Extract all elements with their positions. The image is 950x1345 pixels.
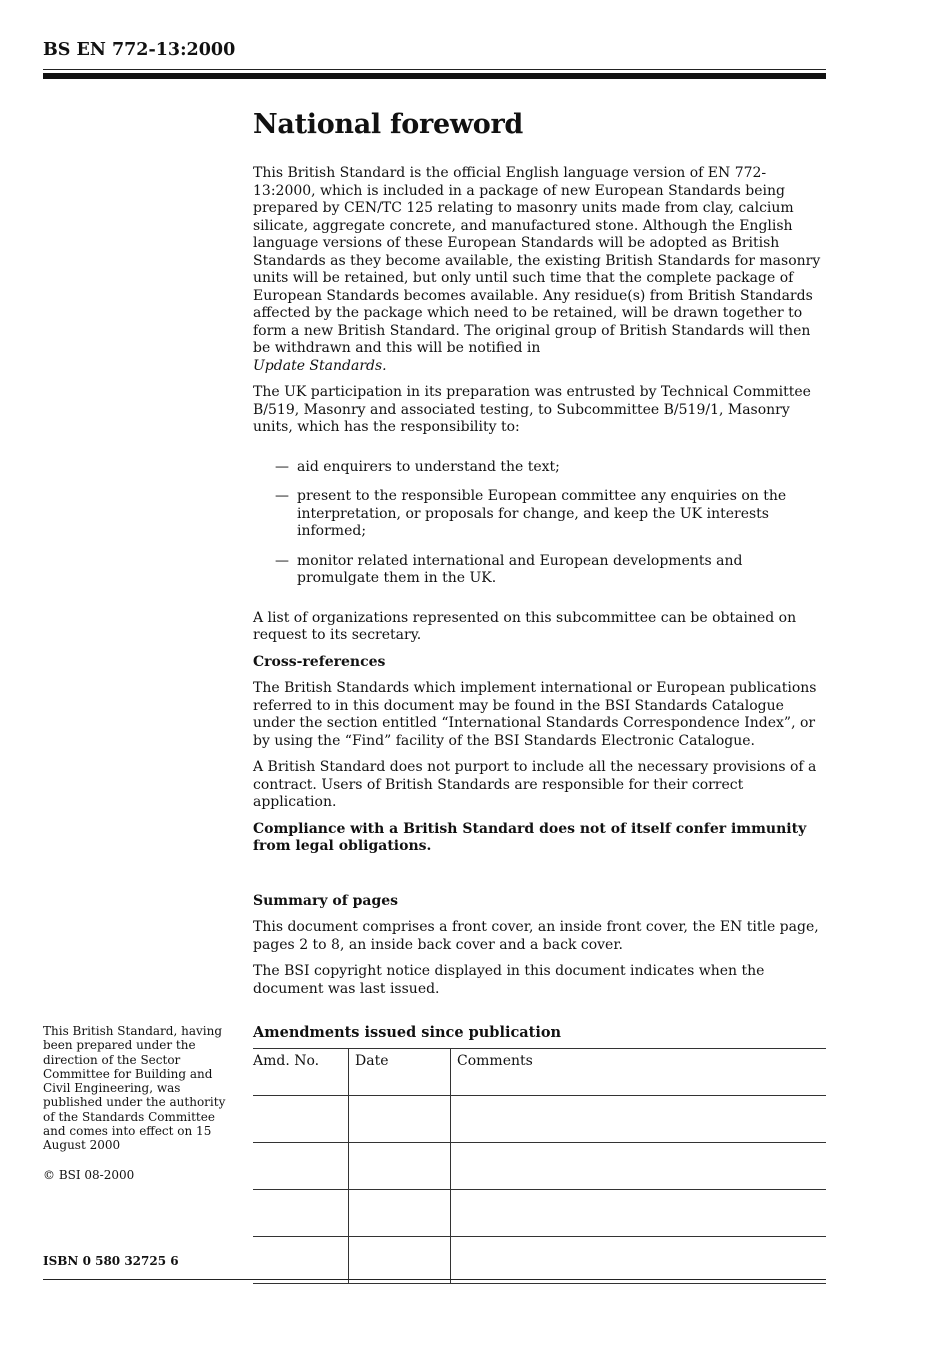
summary-of-pages-heading: Summary of pages <box>253 892 399 909</box>
list-item <box>253 459 828 477</box>
dash-marker: — <box>275 458 289 475</box>
table-cell <box>253 1143 349 1190</box>
cross-references-heading: Cross-references <box>253 653 386 670</box>
summary-of-pages-paragraph: This document comprises a front cover, an inside front cover, the EN title page, pages 2 to 8, an inside back cover and a back cover. <box>253 919 819 953</box>
intro-paragraph-1 <box>253 165 828 375</box>
table-cell <box>349 1143 451 1190</box>
list-item <box>253 488 828 541</box>
table-cell <box>451 1190 827 1237</box>
list-item <box>253 553 828 588</box>
table-row <box>253 1096 826 1143</box>
copyright-line: © BSI 08-2000 <box>43 1168 135 1182</box>
copyright-notice-paragraph: The BSI copyright notice displayed in this document indicates when the document was last issued. <box>253 963 765 997</box>
column-header-date: Date <box>349 1049 451 1096</box>
amendments-title: Amendments issued since publication <box>253 1024 562 1041</box>
purport-paragraph: A British Standard does not purport to include all the necessary provisions of a contract. Users of British Standards are responsible for their correct application. <box>253 759 817 810</box>
isbn: ISBN 0 580 32725 6 <box>43 1254 179 1268</box>
table-cell <box>253 1096 349 1143</box>
table-row <box>253 1237 826 1284</box>
page-title: National foreword <box>253 109 523 140</box>
responsibilities-list <box>253 459 828 588</box>
table-header-row <box>253 1049 826 1096</box>
table-cell <box>349 1237 451 1284</box>
list-item-text: aid enquirers to understand the text; <box>297 458 560 475</box>
table-cell <box>451 1096 827 1143</box>
table-cell <box>349 1096 451 1143</box>
list-item-text: monitor related international and European developments and promulgate them in the UK. <box>297 552 743 586</box>
dash-marker: — <box>275 488 289 504</box>
table-cell <box>253 1190 349 1237</box>
column-header-comments: Comments <box>451 1049 827 1096</box>
main-content <box>253 108 828 1007</box>
footer-rule <box>43 1279 826 1280</box>
cross-references-paragraph: The British Standards which implement international or European publications referred to in this document may be found in the BSI Standards Catalogue under the section entitled “International Standards Correspondence Index”, or by using the “Find” facility of the BSI Standards Electronic Catalogue. <box>253 680 817 749</box>
update-standards-reference: Update Standards. <box>253 357 387 374</box>
amendments-table <box>253 1048 826 1284</box>
list-item-text: present to the responsible European committee any enquiries on the interpretation, or proposals for change, and keep the UK interests informed; <box>297 488 787 539</box>
table-row <box>253 1190 826 1237</box>
header-rule-thick <box>43 73 826 79</box>
dash-marker: — <box>275 552 289 569</box>
header-rule-thin <box>43 69 826 70</box>
organizations-paragraph: A list of organizations represented on this subcommittee can be obtained on request to its secretary. <box>253 609 797 643</box>
table-cell <box>253 1237 349 1284</box>
intro-paragraph-2: The UK participation in its preparation was entrusted by Technical Committee B/519, Masonry and associated testing, to Subcommittee B/519/1, Masonry units, which has the responsibility to: <box>253 384 811 435</box>
table-cell <box>349 1190 451 1237</box>
table-row <box>253 1143 826 1190</box>
intro-paragraph-1-text: This British Standard is the official English language version of EN 772-13:2000, which is included in a package of new European Standards being prepared by CEN/TC 125 relating to masonry units made from clay, calcium silicate, aggregate concrete, and manufactured stone. Although the English language versions of these European Standards will be adopted as British Standards as they become available, the existing British Standards for masonry units will be retained, but only until such time that the complete package of European Standards becomes available. Any residue(s) from British Standards affected by the package which need to be retained, will be drawn together to form a new British Standard. The original group of British Standards will then be withdrawn and this will be notified in <box>253 165 821 356</box>
table-cell <box>451 1143 827 1190</box>
table-cell <box>451 1237 827 1284</box>
spacer <box>253 865 828 893</box>
document-code: BS EN 772-13:2000 <box>43 40 236 60</box>
column-header-amd-no: Amd. No. <box>253 1049 349 1096</box>
publication-note: This British Standard, having been prepared under the direction of the Sector Committee for Building and Civil Engineering, was published under the authority of the Standards Committee and comes into effect on 15 August 2000 <box>43 1024 226 1153</box>
compliance-statement: Compliance with a British Standard does not of itself confer immunity from legal obligations. <box>253 820 807 854</box>
